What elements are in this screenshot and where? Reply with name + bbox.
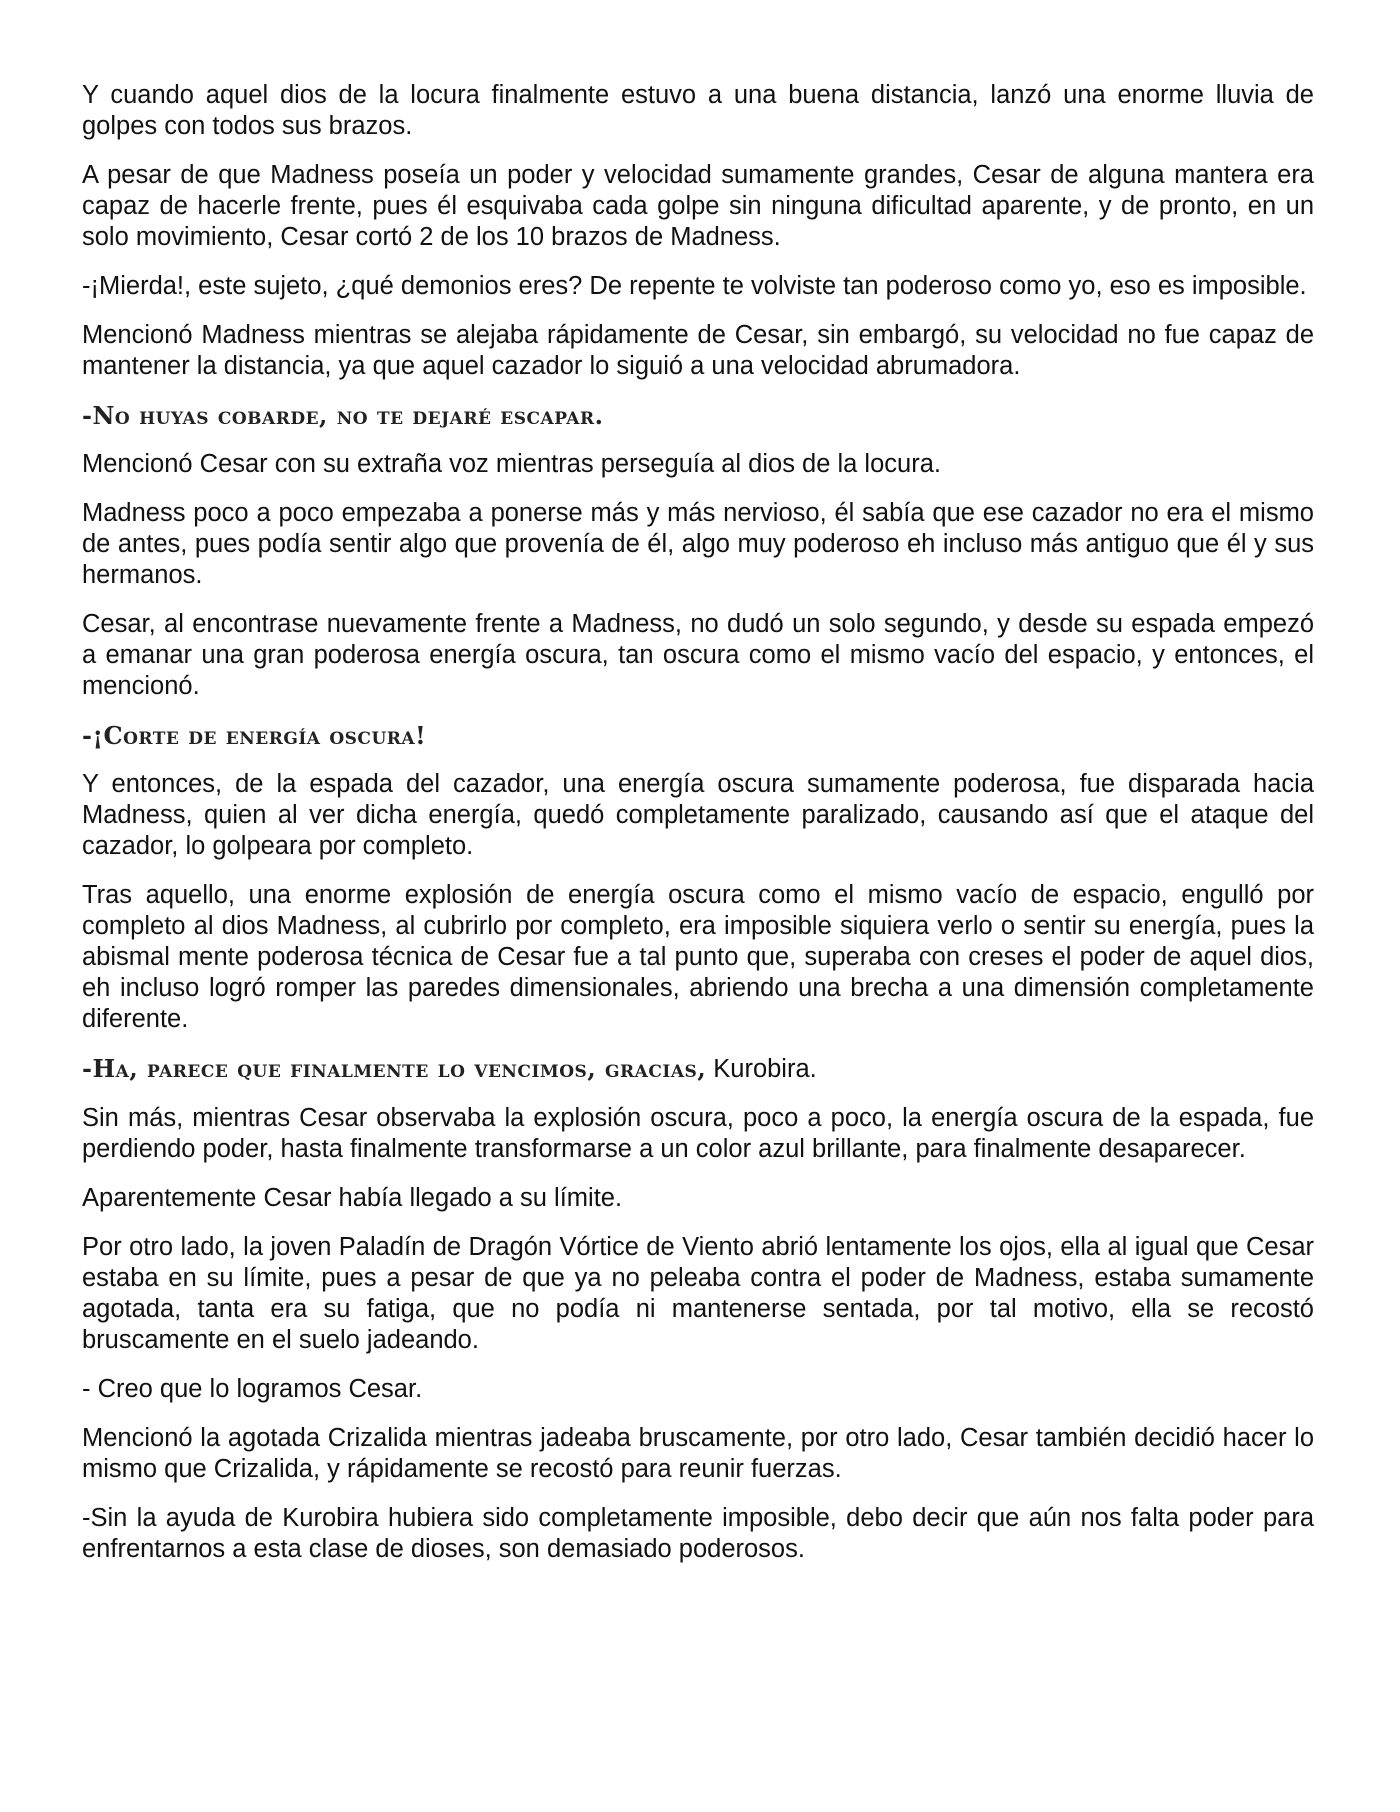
dialogue-victory-deco: -Ha, parece que finalmente lo vencimos, gracias, [82, 1054, 707, 1083]
paragraph: Cesar, al encontrase nuevamente frente a Madness, no dudó un solo segundo, y desde su espada empezó a emanar una gran poderosa energía oscura, tan oscura como el mismo vacío del espacio, y entonces, el mencionó. [82, 610, 1314, 700]
dialogue-cesar: -Sin la ayuda de Kurobira hubiera sido completamente imposible, debo decir que aún nos falta poder para enfrentarnos a esta clase de dioses, son demasiado poderosos. [82, 1504, 1314, 1563]
paragraph: Tras aquello, una enorme explosión de energía oscura como el mismo vacío de espacio, engulló por completo al dios Madness, al cubrirlo por completo, era imposible siquiera verlo o sentir su energía, pues la abismal mente poderosa técnica de Cesar fue a tal punto que, superaba con creses el poder de aquel dios, eh incluso logró romper las paredes dimensionales, abriendo una brecha a una dimensión completamente diferente. [82, 881, 1314, 1033]
paragraph: Y cuando aquel dios de la locura finalmente estuvo a una buena distancia, lanzó una enorme lluvia de golpes con todos sus brazos. [82, 81, 1314, 140]
dialogue-crizalida: - Creo que lo logramos Cesar. [82, 1375, 423, 1403]
paragraph: Por otro lado, la joven Paladín de Dragón Vórtice de Viento abrió lentamente los ojos, ella al igual que Cesar estaba en su límite, pues a pesar de que ya no peleaba contra el poder de Madness, estaba sumamente agotada, tanta era su fatiga, que no podía ni mantenerse sentada, por tal motivo, ella se recostó bruscamente en el suelo jadeando. [82, 1233, 1314, 1354]
paragraph: Mencionó Madness mientras se alejaba rápidamente de Cesar, sin embargó, su velocidad no fue capaz de mantener la distancia, ya que aquel cazador lo siguió a una velocidad abrumadora. [82, 321, 1314, 380]
dialogue-madness: -¡Mierda!, este sujeto, ¿qué demonios eres? De repente te volviste tan poderoso como yo, eso es imposible. [82, 272, 1307, 300]
paragraph: Madness poco a poco empezaba a ponerse más y más nervioso, él sabía que ese cazador no era el mismo de antes, pues podía sentir algo que provenía de él, algo muy poderoso eh incluso más antiguo que él y sus hermanos. [82, 499, 1314, 589]
dialogue-victory [82, 1053, 1314, 1085]
paragraph: A pesar de que Madness poseía un poder y velocidad sumamente grandes, Cesar de alguna mantera era capaz de hacerle frente, pues él esquivaba cada golpe sin ninguna dificultad aparente, y de pronto, en un solo movimiento, Cesar cortó 2 de los 10 brazos de Madness. [82, 161, 1314, 251]
document-page [82, 80, 1314, 1583]
dialogue-cesar-shout: -No huyas cobarde, no te dejaré escapar. [82, 401, 604, 430]
paragraph: Mencionó la agotada Crizalida mientras jadeaba bruscamente, por otro lado, Cesar también decidió hacer lo mismo que Crizalida, y rápidamente se recostó para reunir fuerzas. [82, 1424, 1314, 1483]
dialogue-victory-name: Kurobira. [713, 1055, 817, 1083]
paragraph: Sin más, mientras Cesar observaba la explosión oscura, poco a poco, la energía oscura de la espada, fue perdiendo poder, hasta finalmente transformarse a un color azul brillante, para finalmente desaparecer. [82, 1104, 1314, 1163]
paragraph: Aparentemente Cesar había llegado a su límite. [82, 1184, 623, 1212]
paragraph: Mencionó Cesar con su extraña voz mientras perseguía al dios de la locura. [82, 450, 941, 478]
dialogue-attack-name: -¡Corte de energía oscura! [82, 721, 427, 750]
paragraph: Y entonces, de la espada del cazador, una energía oscura sumamente poderosa, fue disparada hacia Madness, quien al ver dicha energía, quedó completamente paralizado, causando así que el ataque del cazador, lo golpeara por completo. [82, 770, 1314, 860]
